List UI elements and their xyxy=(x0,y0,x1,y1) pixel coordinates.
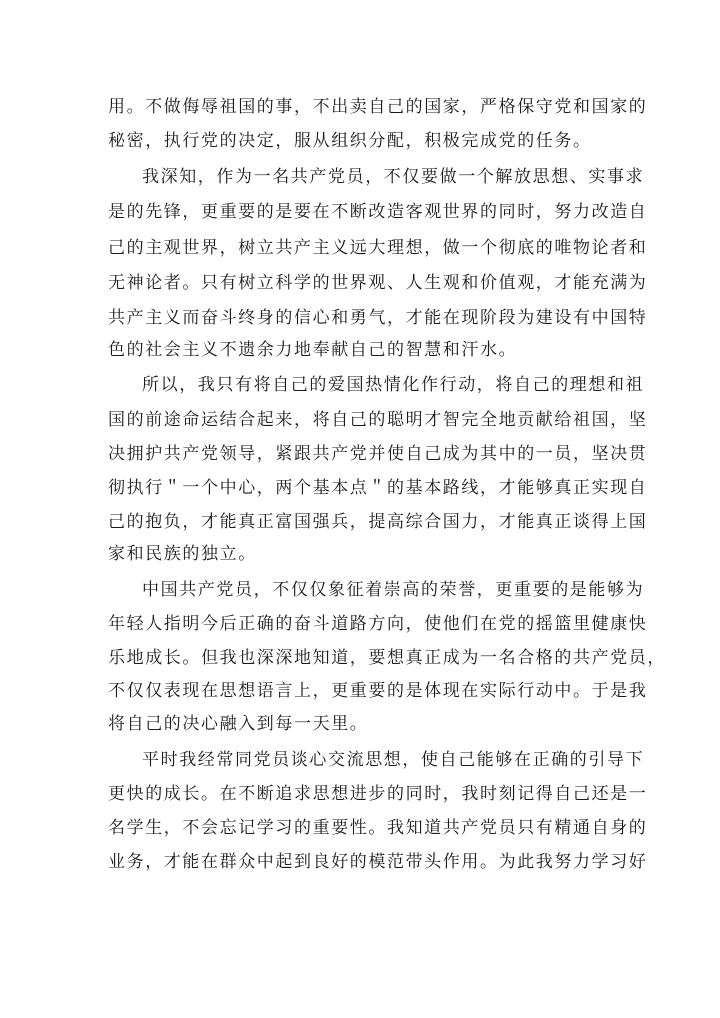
text-line: 用。不做侮辱祖国的事，不出卖自己的国家，严格保守党和国家的 xyxy=(108,97,648,117)
text-line: 家和民族的独立。 xyxy=(108,544,257,564)
text-line: 是的先锋，更重要的是要在不断改造客观世界的同时，努力改造自 xyxy=(108,202,648,222)
text-line: 无神论者。只有树立科学的世界观、人生观和价值观，才能充满为 xyxy=(108,273,648,293)
text-line: 业务，才能在群众中起到良好的模范带头作用。为此我努力学习好 xyxy=(108,852,648,872)
text-line: 名学生，不会忘记学习的重要性。我知道共产党员只有精通自身的 xyxy=(108,818,648,838)
text-line: 色的社会主义不遗余力地奉献自己的智慧和汗水。 xyxy=(108,340,518,360)
text-line: 不仅仅表现在思想语言上，更重要的是体现在实际行动中。于是我 xyxy=(108,681,648,701)
text-line: 国的前途命运结合起来，将自己的聪明才智完全地贡献给祖国，坚 xyxy=(108,410,648,430)
text-line: 将自己的决心融入到每一天里。 xyxy=(108,714,369,734)
paragraph-first-line: 所以，我只有将自己的爱国热情化作行动，将自己的理想和祖 xyxy=(142,375,645,395)
text-line: 乐地成长。但我也深深地知道，要想真正成为一名合格的共产党员， xyxy=(108,648,666,668)
text-line: 更快的成长。在不断追求思想进步的同时，我时刻记得自己还是一 xyxy=(108,784,648,804)
text-line: 年轻人指明今后正确的奋斗道路方向，使他们在党的摇篮里健康快 xyxy=(108,614,648,634)
text-line: 己的主观世界，树立共产主义远大理想，做一个彻底的唯物论者和 xyxy=(108,238,648,258)
paragraph-first-line: 平时我经常同党员谈心交流思想，使自己能够在正确的引导下 xyxy=(142,750,645,770)
paragraph-first-line: 中国共产党员，不仅仅象征着崇高的荣誉，更重要的是能够为 xyxy=(142,580,645,600)
text-line: 彻执行＂一个中心，两个基本点＂的基本路线，才能够真正实现自 xyxy=(108,478,648,498)
text-line: 己的抱负，才能真正富国强兵，提高综合国力，才能真正谈得上国 xyxy=(108,512,648,532)
paragraph-first-line: 我深知，作为一名共产党员，不仅要做一个解放思想、实事求 xyxy=(142,167,645,187)
text-line: 秘密，执行党的决定，服从组织分配，积极完成党的任务。 xyxy=(108,131,592,151)
text-line: 决拥护共产党领导，紧跟共产党并使自己成为其中的一员，坚决贯 xyxy=(108,444,648,464)
text-line: 共产主义而奋斗终身的信心和勇气，才能在现阶段为建设有中国特 xyxy=(108,308,648,328)
